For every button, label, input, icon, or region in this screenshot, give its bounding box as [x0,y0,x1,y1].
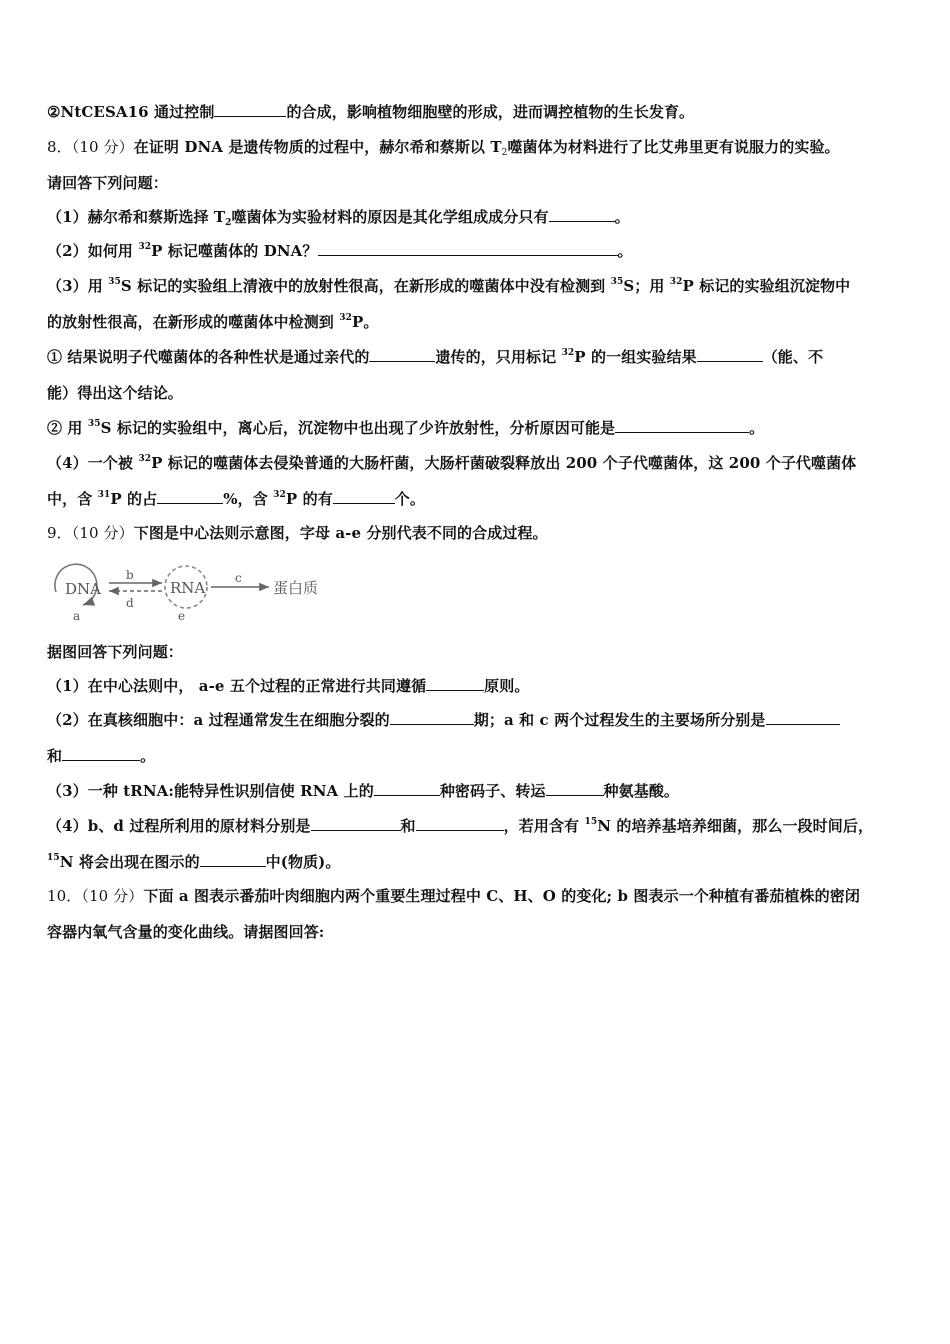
q8-part-1: （1）赫尔希和蔡斯选择 $T_2$噬菌体为实验材料的原因是其化学组成成分只有 。 [47,208,630,228]
label-e: e [178,609,186,623]
protein-label: 蛋白质 [273,579,319,597]
answer-blank[interactable] [766,710,840,725]
q8-part-2: （2）如何用 $^{32}$P 标记噬菌体的 DNA？ 。 [47,242,633,260]
answer-blank[interactable] [697,347,763,362]
answer-blank[interactable] [615,418,749,433]
q8-conclusion-2: ② 用 $^{35}$S 标记的实验组中，离心后，沉淀物中也出现了少许放射性，分析原因可能是 。 [47,419,765,437]
answer-blank[interactable] [311,816,401,831]
q9-part-3: （3）一种 tRNA:能特异性识别信使 RNA 上的 种密码子、转运 种氨基酸。 [47,782,680,800]
label-d: d [126,596,134,610]
answer-blank[interactable] [318,241,618,256]
q9-part-2-line2: 和 。 [47,747,156,765]
answer-blank[interactable] [214,102,286,117]
q9-part-1: （1）在中心法则中， a-e 五个过程的正常进行共同遵循 原则。 [47,677,530,695]
answer-blank[interactable] [549,207,615,222]
q8-part-4-line2: 中，含 $^{31}$P 的占 %，含 $^{32}$P 的有 个。 [47,490,425,508]
q8-stem-line2: 请回答下列问题： [47,174,168,192]
answer-blank[interactable] [157,489,223,504]
rna-label: RNA [170,579,206,597]
label-c: c [235,571,242,585]
dna-label: DNA [65,580,101,598]
answer-blank[interactable] [416,816,504,831]
answer-blank[interactable] [62,746,140,761]
answer-blank[interactable] [374,781,440,796]
q9-part-4-line2: $^{15}$N 将会出现在图示的 中(物质)。 [47,853,341,871]
q8-stem: 8．（10 分）在证明 DNA 是遗传物质的过程中，赫尔希和蔡斯以 $T_2$噬菌体为材料进行了比艾弗里更有说服力的实验。 [47,138,840,158]
label-b: b [126,568,134,582]
q8-part-3: （3）用 $^{35}$S 标记的实验组上清液中的放射性很高，在新形成的噬菌体中没有检测到 $^{35}$S；用 $^{32}$P 标记的实验组沉淀物中 [47,277,851,295]
answer-blank[interactable] [426,676,484,691]
q9-stem: 9．（10 分）下图是中心法则示意图，字母 a-e 分别代表不同的合成过程。 [47,524,548,542]
q10-stem-line2: 容器内氧气含量的变化曲线。请据图回答: [47,923,325,941]
answer-blank[interactable] [200,852,266,867]
q10-stem: 10．（10 分）下面 a 图表示番茄叶肉细胞内两个重要生理过程中 C、H、O 的变化; b 图表示一个种植有番茄植株的密闭 [47,887,860,905]
q9-part-2: （2）在真核细胞中：a 过程通常发生在细胞分裂的 期；a 和 c 两个过程发生的主要场所分别是 [47,709,917,731]
label-a: a [73,609,81,623]
q8-conclusion-1: ① 结果说明子代噬菌体的各种性状是通过亲代的 遗传的，只用标记 $^{32}$P 的一组实验结果 （能、不 [47,348,824,366]
q8-part-3-line2: 的放射性很高，在新形成的噬菌体中检测到 $^{32}$P。 [47,313,379,331]
answer-blank[interactable] [390,710,474,725]
q9-part-4: （4）b、d 过程所利用的原材料分别是 和 ，若用含有 $^{15}$N 的培养基培养细菌，那么一段时间后， [47,817,874,835]
answer-blank[interactable] [546,781,604,796]
answer-blank[interactable] [369,347,435,362]
q9-intro: 据图回答下列问题： [47,643,183,661]
q8-part-4: （4）一个被 $^{32}$P 标记的噬菌体去侵染普通的大肠杆菌，大肠杆菌破裂释放出 200 个子代噬菌体，这 200 个子代噬菌体 [47,454,857,472]
q8-conclusion-1-line2: 能）得出这个结论。 [47,384,183,402]
answer-blank[interactable] [333,489,395,504]
q7-item-2: ②NtCESA16 通过控制 的合成，影响植物细胞壁的形成，进而调控植物的生长发育。 [47,103,695,121]
central-dogma-diagram [47,552,347,624]
